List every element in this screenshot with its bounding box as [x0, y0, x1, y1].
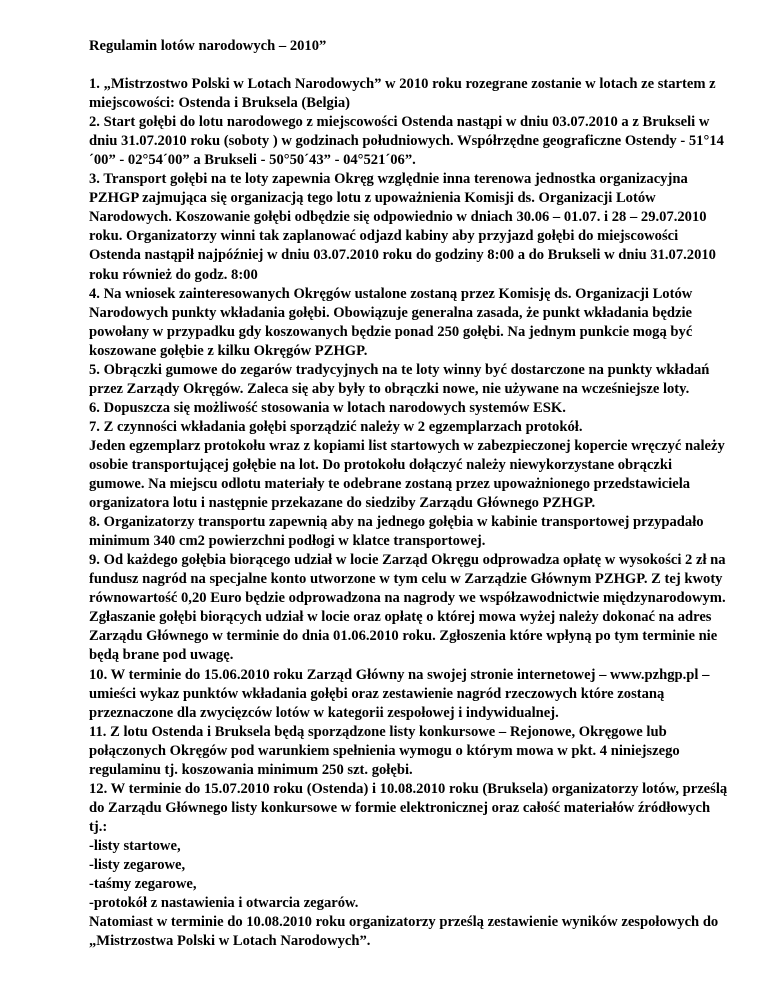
document-title: Regulamin lotów narodowych – 2010” — [89, 38, 327, 54]
paragraph-8: 8. Organizatorzy transportu zapewnią aby na jednego gołębia w kabinie transportowej przypadało minimum 340 cm2 powierzchni podłogi w klatce transportowej. — [89, 514, 704, 550]
paragraph-closing: Natomiast w terminie do 10.08.2010 roku organizatorzy prześlą zestawienie wyników zespołowych do „Mistrzostwa Polski w Lotach Narodowych”. — [89, 914, 719, 950]
list-item-clock-protocol: -protokół z nastawienia i otwarcia zegarów. — [89, 895, 359, 912]
paragraph-11: 11. Z lotu Ostenda i Bruksela będą sporządzone listy konkursowe – Rejonowe, Okręgowe lub połączonych Okręgów pod warunkiem spełnienia wymogu o którym mowa w pkt. 4 niniejszego regulaminu tj. koszowania minimum 250 szt. gołębi. — [89, 723, 680, 778]
list-item-start-lists: -listy startowe, — [89, 837, 181, 854]
paragraph-12: 12. W terminie do 15.07.2010 roku (Ostenda) i 10.08.2010 roku (Bruksela) organizatorzy lotów, prześlą do Zarządu Głównego listy konkursowe w formie elektronicznej oraz całość materiałów źródłowych tj.: — [89, 780, 728, 835]
paragraph-9: 9. Od każdego gołębia biorącego udział w locie Zarząd Okręgu odprowadza opłatę w wysokości 2 zł na fundusz nagród na specjalne konto utworzone w tym celu w Zarządzie Głównym PZHGP. Z tej kwoty równowartość 0,20 Euro będzie odprowadzona na nagrody we współzawodnictwie międzynarodowym. — [89, 552, 726, 607]
paragraph-3: 3. Transport gołębi na te loty zapewnia Okręg względnie inna terenowa jednostka organizacyjna PZHGP zajmująca się organizacją tego lotu z upoważnienia Komisji ds. Organizacji Lotów Narodowych. Koszowanie gołębi odbędzie się odpowiednio w dniach 30.06 – 01.07. i 28 – 29.07.2010 roku. Organizatorzy winni tak zaplanować odjazd kabiny aby przyjazd gołębi do miejscowości Ostenda nastąpił najpóźniej w dniu 03.07.2010 roku do godziny 8:00 a do Brukseli w dniu 31.07.2010 roku również do godz. 8:00 — [89, 171, 716, 283]
paragraph-9-continuation: Zgłaszanie gołębi biorących udział w locie oraz opłatę o której mowa wyżej należy dokonać na adres Zarządu Głównego w terminie do dnia 01.06.2010 roku. Zgłoszenia które wpłyną po tym terminie nie będą brane pod uwagę. — [89, 609, 718, 664]
list-item-clock-tapes: -taśmy zegarowe, — [89, 876, 197, 893]
list-item-clock-lists: -listy zegarowe, — [89, 856, 186, 873]
paragraph-5: 5. Obrączki gumowe do zegarów tradycyjnych na te loty winny być dostarczone na punkty wkładań przez Zarządy Okręgów. Zaleca się aby były to obrączki nowe, nie używane na wcześniejsze loty. — [89, 361, 710, 397]
paragraph-1: 1. „Mistrzostwo Polski w Lotach Narodowych” w 2010 roku rozegrane zostanie w lotach ze startem z miejscowości: Ostenda i Bruksela (Belgia) — [89, 76, 716, 112]
paragraph-2: 2. Start gołębi do lotu narodowego z miejscowości Ostenda nastąpi w dniu 03.07.2010 a z Brukseli w dniu 31.07.2010 roku (soboty ) w godzinach południowych. Współrzędne geograficzne Ostendy - 51°14´00” - 02°54´00” a Brukseli - 50°50´43” - 04°521´06”. — [89, 114, 724, 169]
paragraph-7: 7. Z czynności wkładania gołębi sporządzić należy w 2 egzemplarzach protokół. — [89, 418, 583, 435]
paragraph-6: 6. Dopuszcza się możliwość stosowania w lotach narodowych systemów ESK. — [89, 399, 566, 416]
paragraph-4: 4. Na wniosek zainteresowanych Okręgów ustalone zostaną przez Komisję ds. Organizacji Lotów Narodowych punkty wkładania gołębi. Obowiązuje generalna zasada, że punkt wkładania będzie powołany w przypadku gdy koszowanych będzie ponad 250 gołębi. Na jednym punkcie mogą być koszowane gołębie z kilku Okręgów PZHGP. — [89, 285, 693, 359]
paragraph-10: 10. W terminie do 15.06.2010 roku Zarząd Główny na swojej stronie internetowej – www.pzhgp.pl – umieści wykaz punktów wkładania gołębi oraz zestawienie nagród rzeczowych które zostaną przeznaczone dla zwycięzców lotów w kategorii zespołowej i indywidualnej. — [89, 666, 710, 721]
paragraph-7-continuation: Jeden egzemplarz protokołu wraz z kopiami list startowych w zabezpieczonej kopercie wręczyć należy osobie transportującej gołębie na lot. Do protokołu dołączyć należy niewykorzystane obrączki gumowe. Na miejscu odlotu materiały te odebrane zostaną przez upoważnionego przedstawiciela organizatora lotu i następnie przekazane do siedziby Zarządu Głównego PZHGP. — [89, 437, 725, 512]
